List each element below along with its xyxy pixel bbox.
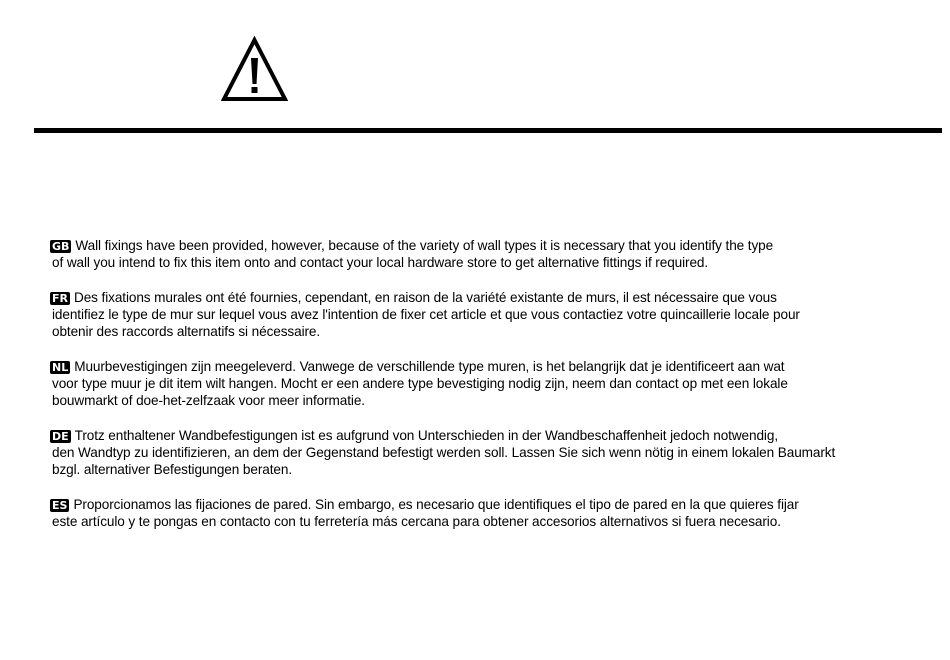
language-badge-nl: NL bbox=[52, 361, 69, 374]
notice-gb-line-1: Wall fixings have been provided, however, because of the variety of wall types it is necessary that you identify the type bbox=[75, 238, 774, 253]
notice-gb-line-2: of wall you intend to fix this item onto and contact your local hardware store to get alternative fittings if required. bbox=[52, 255, 709, 270]
notice-fr-line-2: identifiez le type de mur sur lequel vous avez l'intention de fixer cet article et que vous contactiez votre quincaillerie locale pour bbox=[52, 307, 800, 322]
notice-fr bbox=[50, 289, 930, 340]
notice-nl-line-1: Muurbevestigingen zijn meegeleverd. Vanwege de verschillende type muren, is het belangrijk dat je identificeert aan wat bbox=[74, 359, 785, 374]
notice-es-line-2: este artículo y te pongas en contacto con tu ferretería más cercana para obtener accesorios alternativos si fuera necesario. bbox=[52, 514, 781, 529]
notice-nl-line-3: bouwmarkt of doe-het-zelfzaak voor meer informatie. bbox=[52, 393, 365, 408]
notice-nl bbox=[50, 358, 930, 409]
notice-nl-line-2: voor type muur je dit item wilt hangen. Mocht er een andere type bevestiging nodig zijn, neem dan contact op met een lokale bbox=[52, 376, 788, 391]
notice-de-line-2: den Wandtyp zu identifizieren, an dem der Gegenstand befestigt werden soll. Lassen Sie sich wenn nötig in einem lokalen Baumarkt bbox=[52, 445, 836, 460]
language-badge-es: ES bbox=[52, 499, 68, 512]
notice-es bbox=[50, 496, 930, 530]
language-badge-fr: FR bbox=[52, 292, 68, 305]
notice-fr-line-3: obtenir des raccords alternatifs si nécessaire. bbox=[52, 324, 321, 339]
notice-de bbox=[50, 427, 930, 478]
notice-fr-line-1: Des fixations murales ont été fournies, cependant, en raison de la variété existante de murs, il est nécessaire que vous bbox=[73, 290, 777, 305]
notice-es-line-1: Proporcionamos las fijaciones de pared. Sin embargo, es necesario que identifiques el tipo de pared en la que quieres fijar bbox=[73, 497, 799, 512]
notice-de-line-1: Trotz enthaltener Wandbefestigungen ist es aufgrund von Unterschieden in der Wandbeschaffenheit jedoch notwendig, bbox=[74, 428, 778, 443]
notice-gb bbox=[50, 237, 930, 271]
language-badge-de: DE bbox=[52, 430, 69, 443]
warning-triangle-icon bbox=[221, 36, 288, 103]
horizontal-rule bbox=[34, 128, 942, 133]
notice-de-line-3: bzgl. alternativer Befestigungen beraten. bbox=[52, 462, 292, 477]
language-badge-gb: GB bbox=[52, 240, 70, 253]
